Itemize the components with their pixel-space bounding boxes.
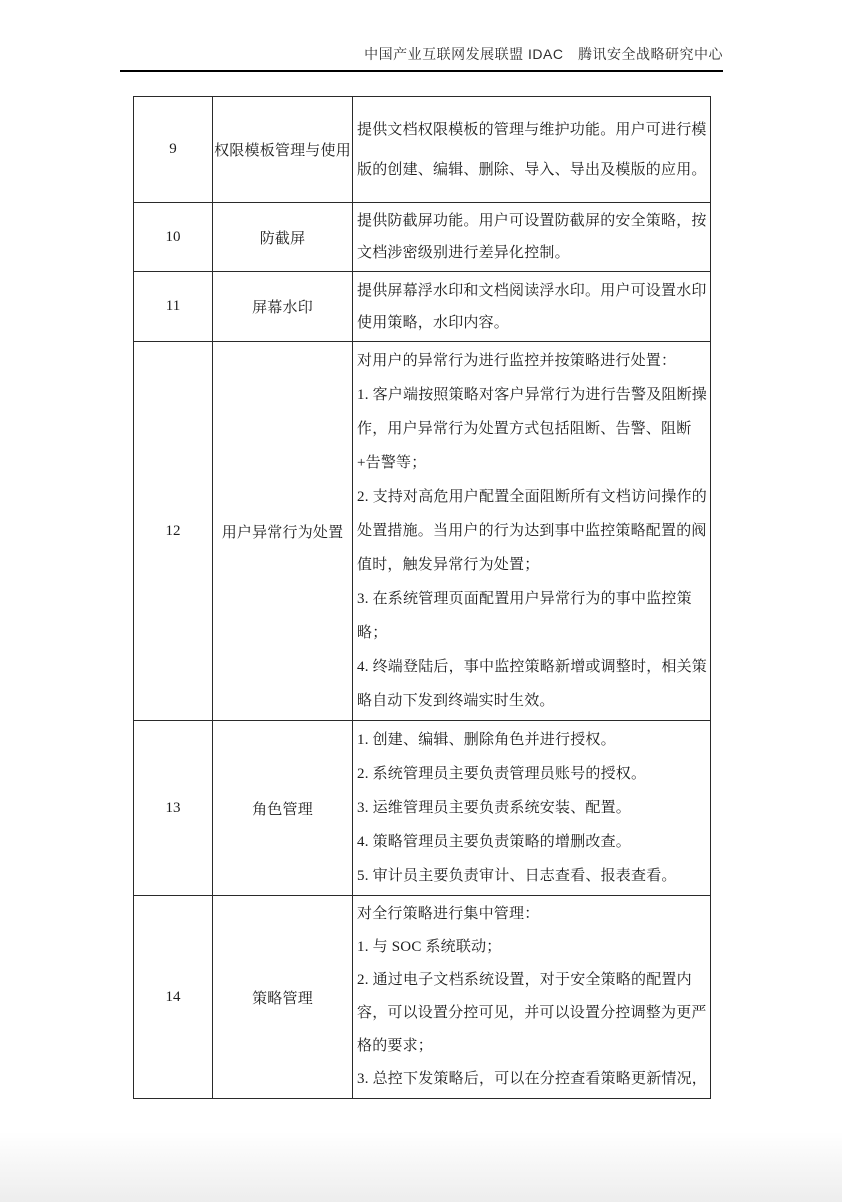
feature-name: 防截屏 [213, 203, 353, 272]
feature-name: 策略管理 [213, 896, 353, 1099]
header-divider-rule [120, 70, 723, 72]
row-number: 12 [134, 342, 213, 721]
feature-description: 1. 创建、编辑、删除角色并进行授权。 2. 系统管理员主要负责管理员账号的授权。 3. 运维管理员主要负责系统安装、配置。 4. 策略管理员主要负责策略的增删改查。 5. 审计员主要负责审计、日志查看、报表查看。 [353, 721, 711, 896]
feature-name: 屏幕水印 [213, 272, 353, 342]
feature-name: 权限模板管理与使用 [213, 97, 353, 203]
page-bottom-shadow [0, 1132, 842, 1202]
table-row [134, 97, 711, 203]
feature-name: 角色管理 [213, 721, 353, 896]
row-number: 10 [134, 203, 213, 272]
feature-description: 对全行策略进行集中管理： 1. 与 SOC 系统联动； 2. 通过电子文档系统设置，对于安全策略的配置内容，可以设置分控可见，并可以设置分控调整为更严格的要求； 3. 总控下发策略后，可以在分控查看策略更新情况， [353, 896, 711, 1099]
row-number: 11 [134, 272, 213, 342]
table-row [134, 203, 711, 272]
feature-name: 用户异常行为处置 [213, 342, 353, 721]
table-row [134, 272, 711, 342]
feature-table [133, 96, 711, 1099]
table-row [134, 896, 711, 1099]
row-number: 9 [134, 97, 213, 203]
table-row [134, 721, 711, 896]
feature-description: 提供防截屏功能。用户可设置防截屏的安全策略，按文档涉密级别进行差异化控制。 [353, 203, 711, 272]
page-header-text: 中国产业互联网发展联盟 IDAC 腾讯安全战略研究中心 [364, 46, 723, 62]
feature-description: 对用户的异常行为进行监控并按策略进行处置： 1. 客户端按照策略对客户异常行为进行告警及阻断操作，用户异常行为处置方式包括阻断、告警、阻断+告警等； 2. 支持对高危用户配置全面阻断所有文档访问操作的处置措施。当用户的行为达到事中监控策略配置的阀值时，触发异常行为处置； 3. 在系统管理页面配置用户异常行为的事中监控策略； 4. 终端登陆后，事中监控策略新增或调整时，相关策略自动下发到终端实时生效。 [353, 342, 711, 721]
feature-description: 提供文档权限模板的管理与维护功能。用户可进行模版的创建、编辑、删除、导入、导出及模版的应用。 [353, 97, 711, 203]
row-number: 13 [134, 721, 213, 896]
feature-description: 提供屏幕浮水印和文档阅读浮水印。用户可设置水印使用策略，水印内容。 [353, 272, 711, 342]
table-row [134, 342, 711, 721]
row-number: 14 [134, 896, 213, 1099]
